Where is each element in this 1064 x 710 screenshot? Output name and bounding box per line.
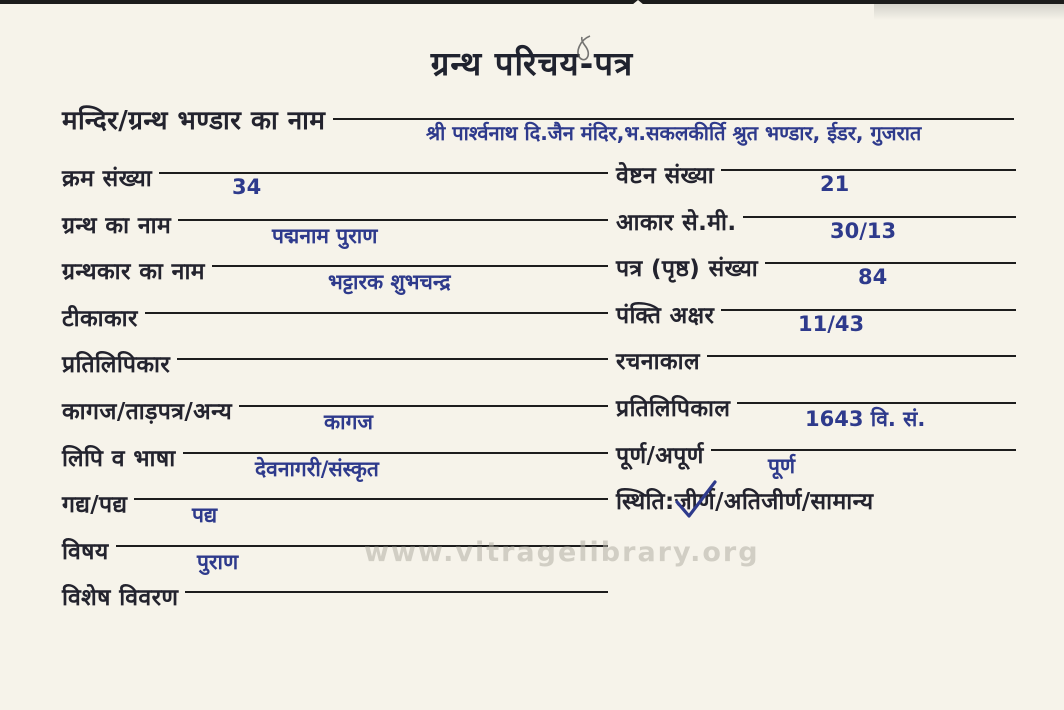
- fill-rule: [178, 219, 608, 221]
- material-label: कागज/ताड़पत्र/अन्य: [62, 398, 233, 425]
- fill-rule: [765, 262, 1016, 264]
- fill-rule: [145, 312, 608, 314]
- right-column: [616, 156, 1016, 529]
- condition-label-rest: /अतिजीर्ण/सामान्य: [715, 489, 874, 516]
- lines-letters-value: 11/43: [798, 311, 865, 336]
- fill-rule: [134, 498, 608, 500]
- prose-verse-label: गद्य/पद्य: [62, 492, 128, 519]
- condition-checked-option: [675, 484, 715, 516]
- copyist-label: प्रतिलिपिकार: [62, 352, 171, 379]
- page-count-label: पत्र (पृष्ठ) संख्या: [616, 256, 759, 283]
- field-row-lines-letters: [616, 296, 1016, 343]
- fill-rule: [711, 449, 1016, 451]
- condition-checked-option-text: जीर्ण: [674, 489, 716, 516]
- fill-rule: [159, 172, 608, 174]
- fill-rule: [183, 452, 608, 454]
- condition-label-prefix: स्थिति:: [616, 489, 675, 516]
- field-row-prose-verse: [62, 485, 608, 532]
- field-row-material: [62, 392, 608, 439]
- size-cm-value: 30/13: [830, 218, 897, 243]
- fill-rule: [743, 216, 1016, 218]
- serial-number-value: 34: [232, 175, 262, 199]
- field-row-page-count: [616, 249, 1016, 296]
- material-value: कागज: [324, 409, 373, 434]
- complete-incomplete-value: पूर्ण: [768, 453, 796, 478]
- condition-label: [616, 482, 874, 516]
- author-name-label: ग्रन्थकार का नाम: [62, 259, 205, 286]
- script-language-label: लिपि व भाषा: [62, 445, 176, 472]
- scan-corner-shade: [874, 4, 1064, 20]
- copy-date-value: 1643 वि. सं.: [805, 406, 926, 431]
- fill-rule: [721, 309, 1016, 311]
- fill-rule: [239, 405, 608, 407]
- size-cm-label: आकार से.मी.: [616, 209, 737, 236]
- fill-rule: [721, 169, 1016, 171]
- subject-label: विषय: [62, 538, 109, 565]
- granth-name-value: पद्मनाम पुराण: [272, 223, 378, 248]
- copy-date-label: प्रतिलिपिकाल: [616, 395, 731, 422]
- page-title: ग्रन्थ परिचय-पत्र: [430, 44, 634, 83]
- bundle-number-value: 21: [820, 172, 850, 196]
- special-details-label: विशेष विवरण: [62, 585, 179, 612]
- watermark-text: www.vitragelibrary.org: [364, 537, 760, 568]
- field-row-composition-date: [616, 342, 1016, 389]
- fill-rule: [737, 402, 1016, 404]
- field-row-granth-name: [62, 206, 608, 253]
- field-row-bundle-number: [616, 156, 1016, 203]
- complete-incomplete-label: पूर्ण/अपूर्ण: [616, 442, 704, 469]
- lines-letters-label: पंक्ति अक्षर: [616, 302, 715, 329]
- field-row-condition: [616, 482, 1016, 529]
- field-row-copyist: [62, 345, 608, 392]
- fill-rule: [707, 355, 1016, 357]
- fill-rule: [177, 358, 608, 360]
- field-row-commentator: [62, 299, 608, 346]
- page-count-value: 84: [858, 265, 888, 290]
- prose-verse-value: पद्य: [192, 503, 218, 528]
- field-row-script-language: [62, 439, 608, 486]
- author-name-value: भट्टारक शुभचन्द्र: [328, 270, 451, 295]
- field-row-copy-date: [616, 389, 1016, 436]
- fill-rule: [185, 591, 608, 593]
- commentator-label: टीकाकार: [62, 305, 138, 332]
- subject-value: पुराण: [197, 549, 239, 574]
- bhandar-name-label: मन्दिर/ग्रन्थ भण्डार का नाम: [62, 106, 326, 136]
- bundle-number-label: वेष्टन संख्या: [616, 163, 715, 189]
- field-row-bhandar-name: [62, 101, 1014, 145]
- field-row-special-details: [62, 578, 608, 625]
- bhandar-name-value: श्री पार्श्वनाथ दि.जैन मंदिर,भ.सकलकीर्ति श्रुत भण्डार, ईडर, गुजरात: [426, 121, 922, 145]
- ink-squiggle: [572, 34, 598, 64]
- fill-rule: [212, 265, 608, 267]
- granth-name-label: ग्रन्थ का नाम: [62, 212, 172, 239]
- script-language-value: देवनागरी/संस्कृत: [255, 456, 379, 481]
- field-row-author-name: [62, 252, 608, 299]
- composition-date-label: रचनाकाल: [616, 349, 700, 376]
- field-row-size-cm: [616, 203, 1016, 250]
- field-row-complete-incomplete: [616, 436, 1016, 483]
- serial-number-label: क्रम संख्या: [62, 166, 153, 192]
- field-row-serial-number: [62, 159, 608, 206]
